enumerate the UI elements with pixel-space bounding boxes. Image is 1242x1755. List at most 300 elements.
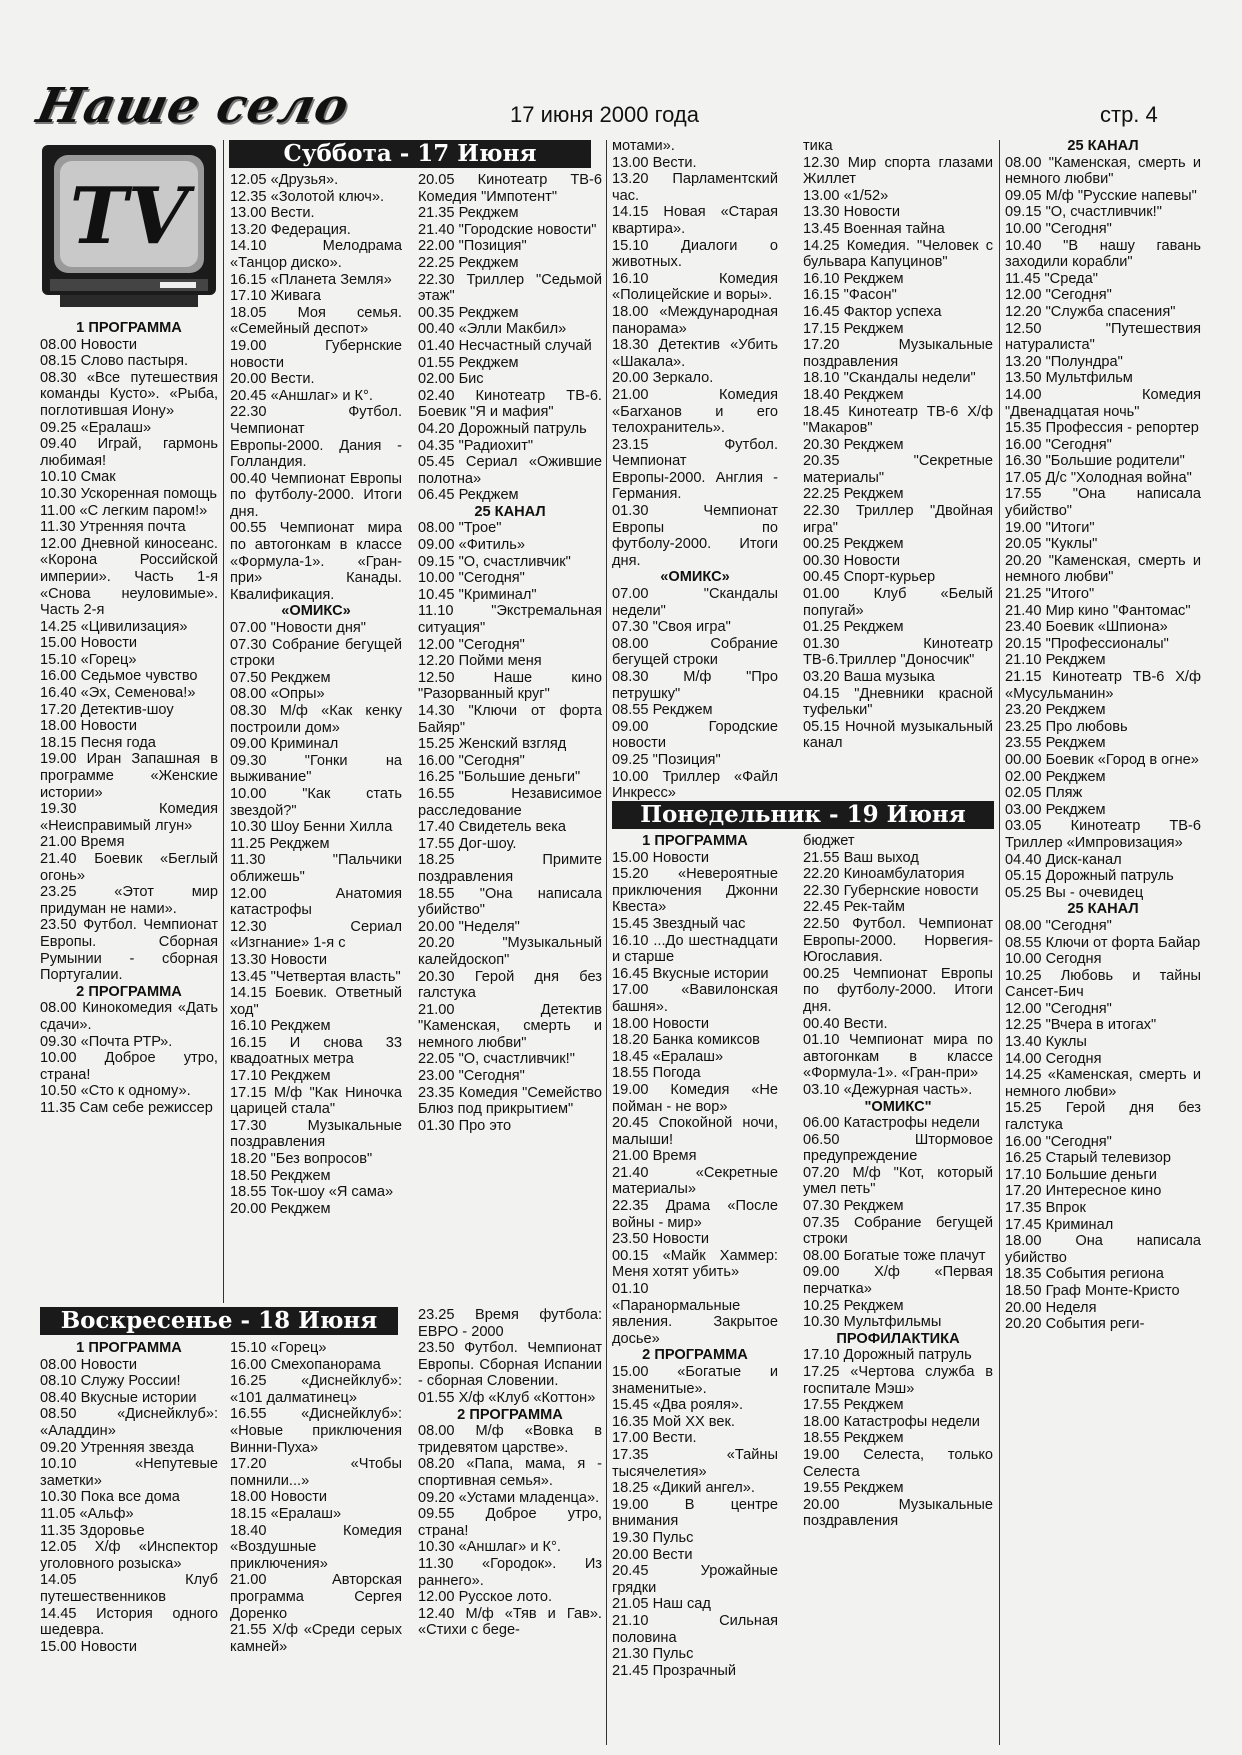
program-entry: 16.10 ...До шестнадцати и старше	[612, 932, 778, 966]
program-entry: 08.00 «Опры»	[230, 686, 325, 703]
channel-heading: 25 КАНАЛ	[1067, 138, 1139, 154]
program-entry: 22.30 Триллер "Двойная игра"	[803, 503, 993, 536]
program-entry: 22.35 Драма «После войны - мир»	[612, 1198, 778, 1231]
program-entry: 06.45 Рекджем	[418, 487, 519, 504]
program-entry: 09.30 "Гонки на выживание"	[230, 752, 402, 786]
program-entry: 09.15 "О, счастливчик"	[418, 553, 571, 570]
program-entry: 19.30 Пульс	[612, 1529, 694, 1546]
program-entry: 16.10 Комедия «Полицейские и воры».	[612, 270, 778, 304]
program-entry: 11.10 "Экстремальная ситуация"	[418, 603, 602, 637]
program-entry: 18.55 Ток-шоу «Я сама»	[230, 1184, 394, 1201]
program-entry: 20.45 «Аншлаг» и К°.	[230, 387, 373, 404]
program-entry: 14.05 Клуб путешественников	[40, 1572, 218, 1605]
program-entry: 10.00 "Как стать звездой?"	[230, 785, 402, 819]
program-entry: 03.05 Кинотеатр ТВ-6 Триллер «Импровизация»	[1005, 818, 1201, 851]
program-entry: 15.10 «Горец»	[40, 651, 137, 668]
program-entry: 13.50 Мультфильм	[1005, 370, 1133, 387]
program-entry: 23.50 Футбол. Чемпионат Европы. Сборная Испании - сборная Словении.	[418, 1340, 602, 1390]
program-entry: 23.25 Время футбола: ЕВРО - 2000	[418, 1307, 602, 1340]
program-entry: 21.40 Боевик «Беглый огонь»	[40, 851, 218, 884]
channel-heading: «ОМИКС»	[281, 603, 351, 620]
program-entry: 18.55 Рекджем	[803, 1430, 904, 1447]
program-entry: 08.55 Рекджем	[612, 702, 713, 719]
program-entry: 16.15 И снова 33 квадоатных метра	[230, 1034, 402, 1068]
program-entry: 23.55 Рекджем	[1005, 735, 1106, 752]
channel-heading: 1 ПРОГРАММА	[76, 1340, 182, 1356]
program-entry: 12.20 Пойми меня	[418, 653, 542, 670]
program-entry: 09.00 «Фитиль»	[418, 537, 526, 554]
program-entry: 10.30 Шоу Бенни Хилла	[230, 819, 393, 836]
program-entry: 09.55 Доброе утро, страна!	[418, 1506, 602, 1539]
program-entry: 01.55 Рекджем	[418, 354, 519, 371]
program-entry: 12.00 "Сегодня"	[418, 636, 525, 653]
program-entry: 03.20 Ваша музыка	[803, 669, 935, 685]
program-entry: 21.00 Комедия «Бarханов и его телохранитель».	[612, 386, 778, 437]
program-entry: 14.25 Комедия. "Человек с бульвара Капуцинов"	[803, 237, 993, 271]
tv-logo-text: TV	[69, 171, 189, 262]
program-entry: 10.50 «Сто к одному».	[40, 1083, 191, 1100]
program-entry: 17.10 Живага	[230, 288, 322, 305]
program-entry: 15.10 «Горец»	[230, 1340, 327, 1356]
program-entry: 08.50 «Диснейклуб»: «Аладдин»	[40, 1406, 218, 1439]
banner-sunday: Воскресенье - 18 Июня	[40, 1307, 398, 1335]
program-entry: 11.30 "Пальчики оближешь"	[230, 852, 402, 885]
program-entry: 20.20 "Музыкальный калейдоскоп"	[418, 935, 602, 968]
channel-heading: 1 ПРОГРАММА	[76, 320, 182, 336]
program-entry: 08.30 М/ф «Как кенку построили дом»	[230, 703, 402, 736]
program-entry: 14.25 «Каменская, смерть и немного любви»	[1005, 1067, 1201, 1100]
program-entry: 10.40 "В нашу гавань заходили корабли"	[1005, 237, 1201, 271]
program-entry: 17.10 Рекджем	[230, 1068, 331, 1085]
program-entry: 15.10 Диалоги о животных.	[612, 237, 778, 271]
program-entry: 20.30 Герой дня без галстука	[418, 968, 602, 1002]
program-entry: 01.10 Чемпионат мира по автогонкам в классе «Формула-1». «Гран-при»	[803, 1032, 993, 1082]
program-entry: 16.40 «Эх, Семенова!»	[40, 685, 196, 702]
program-entry: 11.30 Утренняя почта	[40, 519, 186, 536]
channel-heading: 25 КАНАЛ	[474, 503, 546, 520]
program-entry: 06.50 Штормовое предупреждение	[803, 1131, 993, 1165]
program-entry: 17.20 Детектив-шоу	[40, 701, 174, 718]
program-entry: 12.30 Мир спорта глазами Жиллет	[803, 154, 993, 188]
program-entry: 18.30 Детектив «Убить «Шакала».	[612, 337, 778, 370]
program-entry: 08.00 М/ф «Вовка в тридевятом царстве».	[418, 1423, 602, 1456]
masthead-logo: Наше село	[32, 78, 355, 134]
program-entry: 17.00 Вести.	[612, 1430, 697, 1447]
program-entry: 18.15 Песня года	[40, 734, 156, 751]
program-entry: 12.00 Анатомия катастрофы	[230, 885, 402, 919]
program-entry: 01.10 «Паранормальные явления. Закрытое досье»	[612, 1281, 778, 1347]
program-entry: 07.20 М/ф "Кот, который умел петь"	[803, 1164, 993, 1198]
program-entry: 08.15 Слово пастыря.	[40, 353, 189, 370]
program-entry: 19.00 В центре внимания	[612, 1496, 778, 1530]
program-entry: 20.00 Рекджем	[230, 1200, 331, 1217]
program-entry: 16.45 Фактор успеха	[803, 303, 942, 320]
issue-date: 17 июня 2000 года	[510, 102, 699, 127]
program-entry: 13.00 Вести.	[230, 205, 315, 222]
program-entry: 15.00 Новости	[40, 1638, 138, 1655]
program-entry: 20.00 Зеркало.	[612, 370, 714, 387]
program-entry: 08.00 Кинокомедия «Дать сдачи».	[40, 1000, 218, 1033]
program-entry: 09.00 Криминал	[230, 736, 339, 753]
program-entry: 16.55 «Диснейклуб»: «Новые приключения Винни-Пуха»	[230, 1406, 402, 1456]
program-entry: 17.00 «Вавилонская башня».	[612, 982, 778, 1015]
program-entry: 00.40 Вести.	[803, 1015, 888, 1032]
program-entry: 09.00 Х/ф «Первая перчатка»	[803, 1264, 993, 1298]
program-entry: 00.35 Рекджем	[418, 304, 519, 321]
program-entry: 10.30 «Аншлаг» и К°.	[418, 1539, 561, 1556]
program-entry: 01.00 Клуб «Белый попугай»	[803, 586, 993, 619]
program-entry: 00.25 Чемпионат Европы по футболу-2000. Итоги дня.	[803, 965, 993, 1015]
program-entry: 00.30 Новости	[803, 552, 901, 569]
program-entry: бюджет	[803, 833, 855, 849]
program-entry: 15.00 Новости	[612, 849, 710, 866]
program-entry: 20.20 События реги-	[1005, 1316, 1145, 1333]
program-entry: 11.05 «Альф»	[40, 1505, 134, 1522]
program-entry: 12.00 "Сегодня"	[1005, 1000, 1112, 1017]
program-entry: 13.45 Военная тайна	[803, 220, 945, 237]
program-entry: 08.00 Новости	[40, 1356, 138, 1373]
program-entry: 21.00 Авторская программа Сергея Доренко	[230, 1572, 402, 1622]
program-entry: 16.10 Рекджем	[803, 270, 904, 287]
program-entry: 15.35 Профессия - репортер	[1005, 420, 1199, 437]
program-entry: 21.10 Рекджем	[1005, 652, 1106, 669]
program-entry: 09.40 Играй, гармонь любимая!	[40, 436, 218, 469]
program-entry: 16.25 "Большие деньги"	[418, 769, 581, 786]
program-entry: 05.15 Ночной музыкальный канал	[803, 718, 993, 752]
program-entry: 08.00 "Каменская, смерть и немного любви"	[1005, 154, 1201, 188]
program-entry: 20.15 "Профессионалы"	[1005, 635, 1169, 652]
program-entry: 17.35 «Тайны тысячелетия»	[612, 1446, 778, 1480]
program-entry: 00.55 Чемпионат мира по автогонкам в классе «Формула-1». «Гран-при» Канады. Квалификация.	[230, 520, 402, 603]
program-entry: 19.00 Иран Запашная в программе «Женские истории»	[40, 751, 218, 801]
program-entry: 08.00 Богатые тоже плачут	[803, 1247, 986, 1264]
program-entry: 14.00 Комедия "Двенадцатая ночь"	[1005, 386, 1201, 420]
program-entry: 10.10 «Непутевые заметки»	[40, 1456, 218, 1489]
program-entry: 23.50 Новости	[612, 1231, 710, 1248]
saturday-column-5	[803, 138, 993, 800]
banner-monday: Понедельник - 19 Июня	[612, 801, 994, 829]
monday-column-1	[612, 833, 778, 1750]
program-entry: 12.00 Русское лото.	[418, 1589, 553, 1606]
program-entry: 22.25 Рекджем	[418, 254, 519, 271]
program-entry: 02.05 Пляж	[1005, 785, 1083, 802]
program-entry: 21.55 Х/ф «Среди серых камней»	[230, 1622, 402, 1655]
program-entry: 07.30 "Своя игра"	[612, 619, 731, 636]
program-entry: 16.00 Седьмое чувство	[40, 668, 198, 685]
program-entry: 21.40 "Городские новости"	[418, 221, 597, 238]
program-entry: тика	[803, 138, 833, 154]
program-entry: 17.20 Интересное кино	[1005, 1183, 1162, 1200]
program-entry: 20.05 Кинотеатр ТВ-6 Комедия "Импотент"	[418, 172, 602, 205]
program-entry: 16.00 "Сегодня"	[418, 752, 525, 769]
sunday-column-2	[230, 1340, 402, 1750]
sunday-25-channel-column	[1005, 138, 1201, 1750]
program-entry: 16.25 Старый телевизор	[1005, 1150, 1172, 1167]
program-entry: 04.40 Диск-канал	[1005, 851, 1122, 868]
program-entry: 13.20 "Полундра"	[1005, 353, 1123, 370]
program-entry: 08.30 «Все путешествия команды Кусто». «Рыба, поглотившая Иону»	[40, 369, 218, 419]
program-entry: 09.20 Утренняя звезда	[40, 1439, 194, 1456]
program-entry: 14.30 "Ключи от форта Байяр"	[418, 703, 602, 736]
program-entry: 02.00 Бис	[418, 371, 484, 388]
program-entry: 22.25 Рекджем	[803, 486, 904, 503]
column-rule	[999, 140, 1000, 1745]
program-entry: 01.55 Х/ф «Клуб «Коттон»	[418, 1389, 596, 1406]
program-entry: 20.45 Спокойной ночи, малыши!	[612, 1115, 778, 1148]
program-entry: 00.25 Рекджем	[803, 536, 904, 553]
program-entry: 11.35 Здоровье	[40, 1522, 145, 1539]
channel-heading: «ОМИКС»	[660, 569, 730, 586]
program-entry: 06.00 Катастрофы недели	[803, 1115, 980, 1132]
program-entry: 10.25 Рекджем	[803, 1297, 904, 1314]
program-entry: 19.00 "Итоги"	[1005, 519, 1095, 536]
program-entry: 17.35 Впрок	[1005, 1200, 1086, 1216]
program-entry: 20.00 Музыкальные поздравления	[803, 1496, 993, 1530]
program-entry: 23.50 Футбол. Чемпионат Европы. Сборная Румынии - сборная Португалии.	[40, 917, 218, 984]
program-entry: 08.10 Служу России!	[40, 1373, 181, 1390]
program-entry: 13.30 Новости	[803, 204, 901, 221]
program-entry: 10.10 Смак	[40, 469, 116, 486]
program-entry: 13.40 Куклы	[1005, 1034, 1087, 1051]
program-entry: 18.10 "Скандалы недели"	[803, 370, 976, 387]
program-entry: 21.55 Ваш выход	[803, 849, 919, 866]
program-entry: 11.00 «С легким паром!»	[40, 502, 208, 519]
saturday-column-1	[40, 320, 218, 1305]
program-entry: 22.00 "Позиция"	[418, 238, 527, 255]
program-entry: 17.55 Рекджем	[803, 1397, 904, 1414]
program-entry: 16.15 "Фасон"	[803, 287, 897, 304]
saturday-column-4	[612, 138, 778, 800]
program-entry: 17.55 Дог-шоу.	[418, 835, 517, 852]
column-rule	[606, 140, 607, 1745]
program-entry: 12.25 "Вчера в итогах"	[1005, 1017, 1157, 1034]
program-entry: 05.45 Сериал «Ожившие полотна»	[418, 454, 602, 487]
program-entry: 21.40 Мир кино "Фантомас"	[1005, 602, 1191, 619]
program-entry: 20.05 "Куклы"	[1005, 536, 1098, 553]
program-entry: 22.50 Футбол. Чемпионат Европы-2000. Норвегия-Югославия.	[803, 915, 993, 966]
program-entry: 15.45 «Два рояля».	[612, 1397, 744, 1414]
program-entry: 20.00 "Неделя"	[418, 918, 520, 935]
page-number: стр. 4	[1100, 102, 1158, 127]
program-entry: 10.00 "Сегодня"	[1005, 220, 1112, 237]
program-entry: 19.30 Комедия «Неисправимый лгун»	[40, 801, 218, 834]
program-entry: 19.55 Рекджем	[803, 1480, 904, 1497]
program-entry: 15.25 Герой дня без галстука	[1005, 1100, 1201, 1134]
program-entry: 19.00 Губернские новости	[230, 337, 402, 371]
program-entry: 16.00 "Сегодня"	[1005, 436, 1112, 453]
program-entry: 20.00 Неделя	[1005, 1299, 1097, 1316]
program-entry: 21.00 Время	[40, 834, 125, 851]
program-entry: 18.40 Рекджем	[803, 386, 904, 403]
program-entry: 17.30 Музыкальные поздравления	[230, 1117, 402, 1151]
program-entry: 21.25 "Итого"	[1005, 586, 1095, 603]
channel-heading: 1 ПРОГРАММА	[642, 833, 748, 849]
program-entry: 18.00 Новости	[612, 1015, 710, 1032]
program-entry: 08.40 Вкусные истории	[40, 1389, 197, 1406]
program-entry: 07.50 Рекджем	[230, 669, 331, 686]
channel-heading: "ОМИКС"	[864, 1098, 932, 1115]
program-entry: 07.00 "Новости дня"	[230, 620, 366, 637]
program-entry: 13.30 Новости	[230, 951, 328, 968]
program-entry: 16.45 Вкусные истории	[612, 965, 769, 982]
program-entry: 02.40 Кинотеатр ТВ-6. Боевик "Я и мафия"	[418, 387, 602, 421]
program-entry: 13.45 "Четвертая власть"	[230, 968, 401, 985]
program-entry: 13.00 «1/52»	[803, 187, 889, 204]
program-entry: 08.55 Ключи от форта Байар	[1005, 934, 1201, 951]
program-entry: 15.20 «Невероятные приключения Джонни Квеста»	[612, 866, 778, 916]
program-entry: 11.25 Рекджем	[230, 835, 330, 852]
program-entry: 08.20 «Папа, мама, я - спортивная семья».	[418, 1456, 602, 1489]
program-entry: 07.30 Собрание бегущей строки	[230, 636, 402, 670]
program-entry: 18.55 Погода	[612, 1065, 701, 1082]
program-entry: 18.50 Граф Монте-Кристо	[1005, 1282, 1180, 1299]
program-entry: 08.00 "Трое"	[418, 520, 502, 537]
program-entry: 19.00 Селеста, только Селеста	[803, 1446, 993, 1480]
program-entry: 10.30 Мультфильмы	[803, 1314, 942, 1331]
program-entry: 18.45 Кинотеатр ТВ-6 Х/ф "Макаров"	[803, 403, 993, 437]
program-entry: 17.55 "Она написала убийство"	[1005, 486, 1201, 520]
program-entry: 10.45 "Криминал"	[418, 586, 537, 603]
program-entry: 18.00 Новости	[40, 718, 138, 735]
program-entry: 18.00 Новости	[230, 1489, 328, 1506]
program-entry: 15.45 Звездный час	[612, 915, 746, 932]
program-entry: 23.20 Рекджем	[1005, 702, 1106, 719]
program-entry: 08.00 "Сегодня"	[1005, 917, 1112, 934]
program-entry: 09.15 "О, счастливчик!"	[1005, 204, 1162, 221]
channel-heading: 2 ПРОГРАММА	[76, 983, 182, 1000]
program-entry: 23.25 «Этот мир придуман не нами».	[40, 884, 218, 917]
program-entry: 18.20 "Без вопросов"	[230, 1151, 373, 1168]
program-entry: 13.00 Вести.	[612, 154, 697, 171]
program-entry: 21.05 Наш сад	[612, 1596, 711, 1613]
program-entry: 12.20 "Служба спасения"	[1005, 303, 1176, 320]
program-entry: 20.30 Рекджем	[803, 436, 904, 453]
program-entry: 13.20 Парламентский час.	[612, 171, 778, 204]
program-entry: 12.50 "Путешествия натуралиста"	[1005, 320, 1201, 354]
program-entry: 16.10 Рекджем	[230, 1018, 331, 1035]
program-entry: 04.35 "Радиохит"	[418, 437, 534, 454]
program-entry: 01.40 Несчастный случай	[418, 337, 592, 354]
column-rule	[223, 140, 224, 1303]
program-entry: 17.45 Криминал	[1005, 1216, 1114, 1233]
program-entry: 18.00 Она написала убийство	[1005, 1233, 1201, 1266]
program-entry: 09.25 "Позиция"	[612, 751, 721, 768]
program-entry: 09.30 «Почта РТР».	[40, 1033, 173, 1050]
program-entry: 14.15 Боевик. Ответный ход"	[230, 985, 402, 1018]
program-entry: 19.00 Комедия «Не пойман - не вор»	[612, 1081, 778, 1115]
program-entry: мотами».	[612, 138, 675, 154]
program-entry: 10.00 "Сегодня"	[418, 570, 525, 587]
program-entry: 21.15 Кинотеатр ТВ-6 Х/ф «Мусульманин»	[1005, 669, 1201, 702]
program-entry: 05.25 Вы - очевидец	[1005, 884, 1144, 901]
program-entry: 17.05 Д/с "Холодная война"	[1005, 469, 1192, 486]
program-entry: 20.00 Вести.	[230, 371, 315, 388]
sunday-column-1	[40, 1340, 218, 1750]
program-entry: 21.30 Пульс	[612, 1646, 694, 1663]
program-entry: 14.25 «Цивилизация»	[40, 618, 188, 635]
program-entry: 16.00 Смехопанорама	[230, 1356, 381, 1373]
program-entry: 18.25 «Дикий ангел».	[612, 1480, 755, 1497]
channel-heading: 2 ПРОГРАММА	[457, 1406, 563, 1423]
program-entry: 01.30 Чемпионат Европы по футболу-2000. Итоги дня.	[612, 503, 778, 569]
program-entry: 23.00 "Сегодня"	[418, 1068, 525, 1085]
program-entry: 17.10 Дорожный патруль	[803, 1347, 972, 1364]
program-entry: 00.40 «Элли Макбил»	[418, 321, 567, 338]
program-entry: 17.25 «Чертова служба в госпитале Мэш»	[803, 1364, 993, 1397]
program-entry: 21.10 Сильная половина	[612, 1612, 778, 1646]
program-entry: 17.15 Рекджем	[803, 320, 904, 337]
program-entry: 08.30 М/ф "Про петрушку"	[612, 669, 778, 702]
program-entry: 18.35 События региона	[1005, 1266, 1164, 1283]
program-entry: 07.35 Собрание бегущей строки	[803, 1214, 993, 1248]
program-entry: 15.00 Новости	[40, 635, 138, 652]
program-entry: 08.00 Новости	[40, 336, 138, 353]
program-entry: 12.40 М/ф «Тяв и Гав». «Стихи с бege-	[418, 1605, 602, 1639]
program-entry: 22.30 Футбол. Чемпионат Европы-2000. Дания - Голландия.	[230, 404, 402, 471]
saturday-column-2	[230, 172, 402, 1305]
program-entry: 17.15 М/ф "Как Ниночка царицей стала"	[230, 1084, 402, 1118]
program-entry: 22.05 "О, счастливчик!"	[418, 1051, 575, 1068]
program-entry: 12.50 Наше кино "Разорванный круг"	[418, 669, 602, 703]
program-entry: 18.50 Рекджем	[230, 1167, 331, 1184]
program-entry: 21.45 Прозрачный	[612, 1662, 737, 1679]
program-entry: 16.00 "Сегодня"	[1005, 1133, 1112, 1150]
program-entry: 09.20 «Устами младенца».	[418, 1489, 600, 1506]
program-entry: 18.05 Моя семья. «Семейный деспот»	[230, 304, 402, 338]
program-entry: 20.00 Вести	[612, 1546, 693, 1563]
program-entry: 17.10 Большие деньги	[1005, 1166, 1157, 1183]
program-entry: 09.05 М/ф "Русские напевы"	[1005, 187, 1197, 204]
program-entry: 12.00 "Сегодня"	[1005, 287, 1112, 304]
banner-saturday: Суббота - 17 Июня	[229, 140, 591, 168]
program-entry: 20.35 "Секретные материалы"	[803, 453, 993, 486]
program-entry: 23.15 Футбол. Чемпионат Европы-2000. Англия - Германия.	[612, 436, 778, 503]
program-entry: 10.00 Сегодня	[1005, 951, 1102, 968]
program-entry: 10.30 Ускоренная помощь	[40, 485, 218, 502]
program-entry: 23.40 Боевик «Шпиона»	[1005, 619, 1168, 636]
program-entry: 11.30 «Городок». Из раннего».	[418, 1555, 602, 1589]
program-entry: 22.45 Рек-тайм	[803, 899, 905, 916]
program-entry: 20.20 "Каменская, смерть и немного любви"	[1005, 552, 1201, 586]
program-entry: 17.20 «Чтобы помнили...»	[230, 1456, 402, 1489]
program-entry: 14.10 Мелодрама «Танцор диско».	[230, 238, 402, 271]
program-entry: 12.30 Сериал «Изгнание» 1-я с	[230, 918, 402, 952]
program-entry: 03.00 Рекджем	[1005, 801, 1106, 818]
program-entry: 11.45 "Среда"	[1005, 270, 1098, 287]
program-entry: 17.20 Музыкальные поздравления	[803, 337, 993, 370]
program-entry: 00.15 «Майк Хаммер: Меня хотят убить»	[612, 1247, 778, 1281]
program-entry: 16.15 «Планета Земля»	[230, 271, 392, 288]
program-entry: 22.20 Киноамбулатория	[803, 866, 965, 883]
program-entry: 04.15 "Дневники красной туфельки"	[803, 685, 993, 719]
program-entry: 21.40 «Секретные материалы»	[612, 1164, 778, 1198]
program-entry: 12.00 Дневной киносеанс. «Корона Российской империи». Часть 1-я «Снова неуловимые». Часть 2-я	[40, 535, 218, 619]
tv-illustration	[40, 143, 218, 311]
program-entry: 16.25 «Диснейклуб»: «101 далматинец»	[230, 1373, 402, 1406]
program-entry: 12.05 Х/ф «Инспектор уголовного розыска»	[40, 1539, 218, 1572]
program-entry: 18.25 Примите поздравления	[418, 852, 602, 885]
program-entry: 14.15 Новая «Старая квартира».	[612, 204, 778, 237]
saturday-column-3	[418, 172, 602, 1305]
program-entry: 18.40 Комедия «Воздушные приключения»	[230, 1522, 402, 1572]
program-entry: 10.30 Пока все дома	[40, 1489, 180, 1506]
program-entry: 22.30 Губернские новости	[803, 882, 979, 899]
program-entry: 00.00 Боевик «Город в огне»	[1005, 751, 1199, 768]
program-entry: 10.00 Доброе утро, страна!	[40, 1050, 218, 1083]
program-entry: 18.15 «Ералаш»	[230, 1505, 342, 1522]
program-entry: 21.00 Время	[612, 1148, 697, 1165]
program-entry: 11.35 Сам себе режиссер	[40, 1099, 213, 1116]
